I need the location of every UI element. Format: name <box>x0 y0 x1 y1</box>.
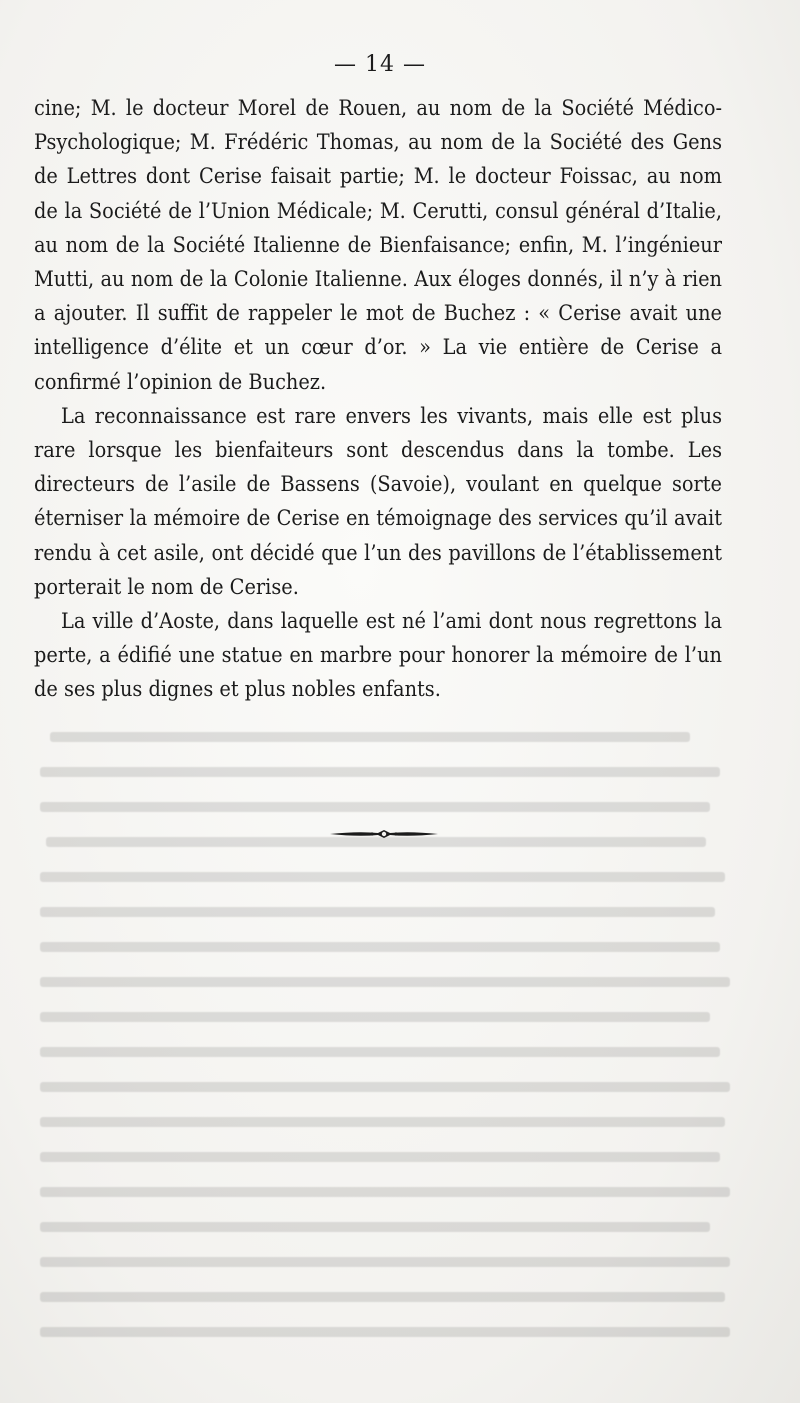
paragraph-continuation: cine; M. le docteur Morel de Rouen, au nom de la Société Médico-Psychologique; M. Frédéric Thomas, au nom de la Société des Gens de Lettres dont Cerise faisait partie; M. le docteur Foissac, au nom de la Société de l’Union Médicale; M. Cerutti, consul général d’Italie, au nom de la Société Italienne de Bienfaisance; enfin, M. l’ingénieur Mutti, au nom de la Colonie Italienne. Aux éloges donnés, il n’y à rien a ajouter. Il suffit de rappeler le mot de Buchez : « Cerise avait une intelligence d’élite et un cœur d’or. » La vie entière de Cerise a confirmé l’opinion de Buchez. <box>34 96 722 395</box>
paragraph-reconnaissance: La reconnaissance est rare envers les vivants, mais elle est plus rare lorsque les bienfaiteurs sont descendus dans la tombe. Les directeurs de l’asile de Bassens (Savoie), voulant en quelque sorte éterniser la mémoire de Cerise en témoignage des services qu’il avait rendu à cet asile, ont décidé que l’un des pavillons de l’établissement porterait le nom de Cerise. <box>34 403 722 600</box>
end-of-chapter-ornament <box>328 826 440 842</box>
page-number: — 14 — <box>334 52 426 77</box>
body-text <box>34 92 722 708</box>
show-through-texture <box>40 720 730 1380</box>
paragraph-aoste: La ville d’Aoste, dans laquelle est né l’ami dont nous regrettons la perte, a édifié une statue en marbre pour honorer la mémoire de l’un de ses plus dignes et plus nobles enfants. <box>34 609 722 703</box>
